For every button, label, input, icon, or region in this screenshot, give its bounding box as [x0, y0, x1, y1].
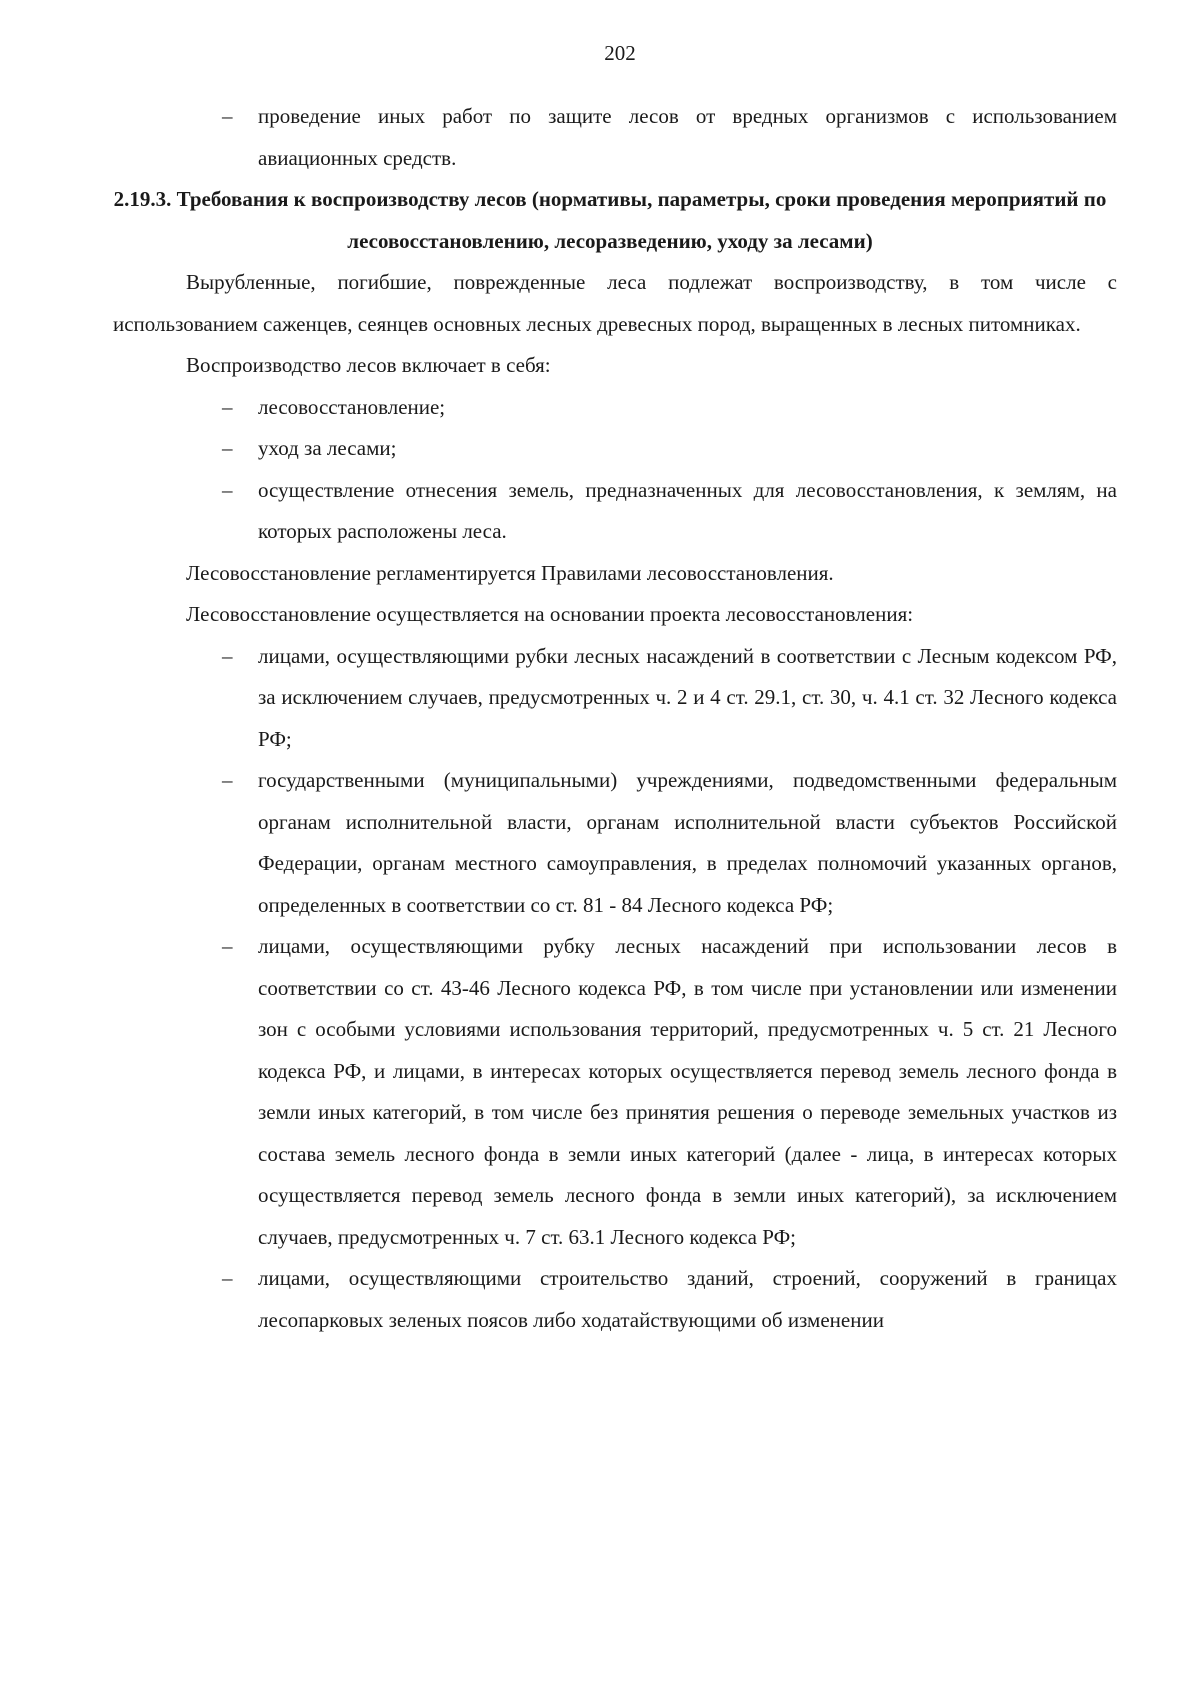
- list-item: [113, 926, 1117, 1258]
- list-item: [113, 760, 1117, 926]
- list-item-text: лесовосстановление;: [258, 394, 446, 419]
- dash-bullet: –: [222, 643, 233, 668]
- dash-bullet: –: [222, 436, 233, 460]
- dash-bullet: –: [222, 104, 233, 128]
- dash-bullet: –: [222, 934, 233, 958]
- restoration-list: [113, 636, 1117, 1342]
- dash-bullet: –: [222, 768, 233, 792]
- reproduction-list: [113, 387, 1117, 553]
- list-item-text: осуществление отнесения земель, предназначенных для лесовосстановления, к землям, на которых расположены леса.: [258, 477, 1117, 543]
- paragraph-restoration-rules: Лесовосстановление регламентируется Правилами лесовосстановления.: [186, 560, 834, 585]
- list-item-text: лицами, осуществляющими рубку лесных насаждений при использовании лесов в соответствии со ст. 43-46 Лесного кодекса РФ, в том числе при установлении или изменении зон с особыми условиями использования территорий, предусмотренных ч. 5 ст. 21 Лесного кодекса РФ, и лицами, в интересах которых осуществляется перевод земель лесного фонда в земли иных категорий, в том числе без принятия решения о переводе земельных участков из состава земель лесного фонда в земли иных категорий (далее - лица, в интересах которых осуществляется перевод земель лесного фонда в земли иных категорий), за исключением случаев, предусмотренных ч. 7 ст. 63.1 Лесного кодекса РФ;: [258, 934, 1117, 1249]
- list-item: [113, 470, 1117, 553]
- page-number: 202: [604, 41, 636, 65]
- list-item: [113, 636, 1117, 761]
- paragraph-reproduction-includes: Воспроизводство лесов включает в себя:: [186, 353, 551, 377]
- list-item: [113, 387, 1117, 429]
- list-item: [113, 96, 1117, 179]
- list-item-text: проведение иных работ по защите лесов от вредных организмов с использованием авиационных средств.: [258, 104, 1117, 170]
- paragraph-forest-reproduction: Вырубленные, погибшие, поврежденные леса подлежат воспроизводству, в том числе с использованием саженцев, сеянцев основных лесных древесных пород, выращенных в лесных питомниках.: [113, 270, 1117, 336]
- dash-bullet: –: [222, 394, 233, 419]
- section-heading: 2.19.3. Требования к воспроизводству лесов (нормативы, параметры, сроки проведения мероприятий по лесовосстановлению, лесоразведению, уходу за лесами): [113, 187, 1107, 253]
- dash-bullet: –: [222, 1266, 233, 1290]
- list-item: [113, 428, 1117, 470]
- list-item: [113, 1258, 1117, 1341]
- dash-bullet: –: [222, 477, 233, 502]
- list-item-text: лицами, осуществляющими рубки лесных насаждений в соответствии с Лесным кодексом РФ, за исключением случаев, предусмотренных ч. 2 и 4 ст. 29.1, ст. 30, ч. 4.1 ст. 32 Лесного кодекса РФ;: [258, 643, 1117, 751]
- list-item-text: уход за лесами;: [258, 436, 397, 460]
- paragraph-restoration-project: Лесовосстановление осуществляется на основании проекта лесовосстановления:: [186, 602, 914, 626]
- list-item-text: лицами, осуществляющими строительство зданий, строений, сооружений в границах лесопарковых зеленых поясов либо ходатайствующими об изменении: [258, 1266, 1117, 1332]
- intro-list: [113, 96, 1117, 179]
- page-body: [113, 96, 1117, 1341]
- list-item-text: государственными (муниципальными) учреждениями, подведомственными федеральным органам исполнительной власти, органам исполнительной власти субъектов Российской Федерации, органам местного самоуправления, в пределах полномочий указанных органов, определенных в соответствии со ст. 81 - 84 Лесного кодекса РФ;: [258, 768, 1117, 917]
